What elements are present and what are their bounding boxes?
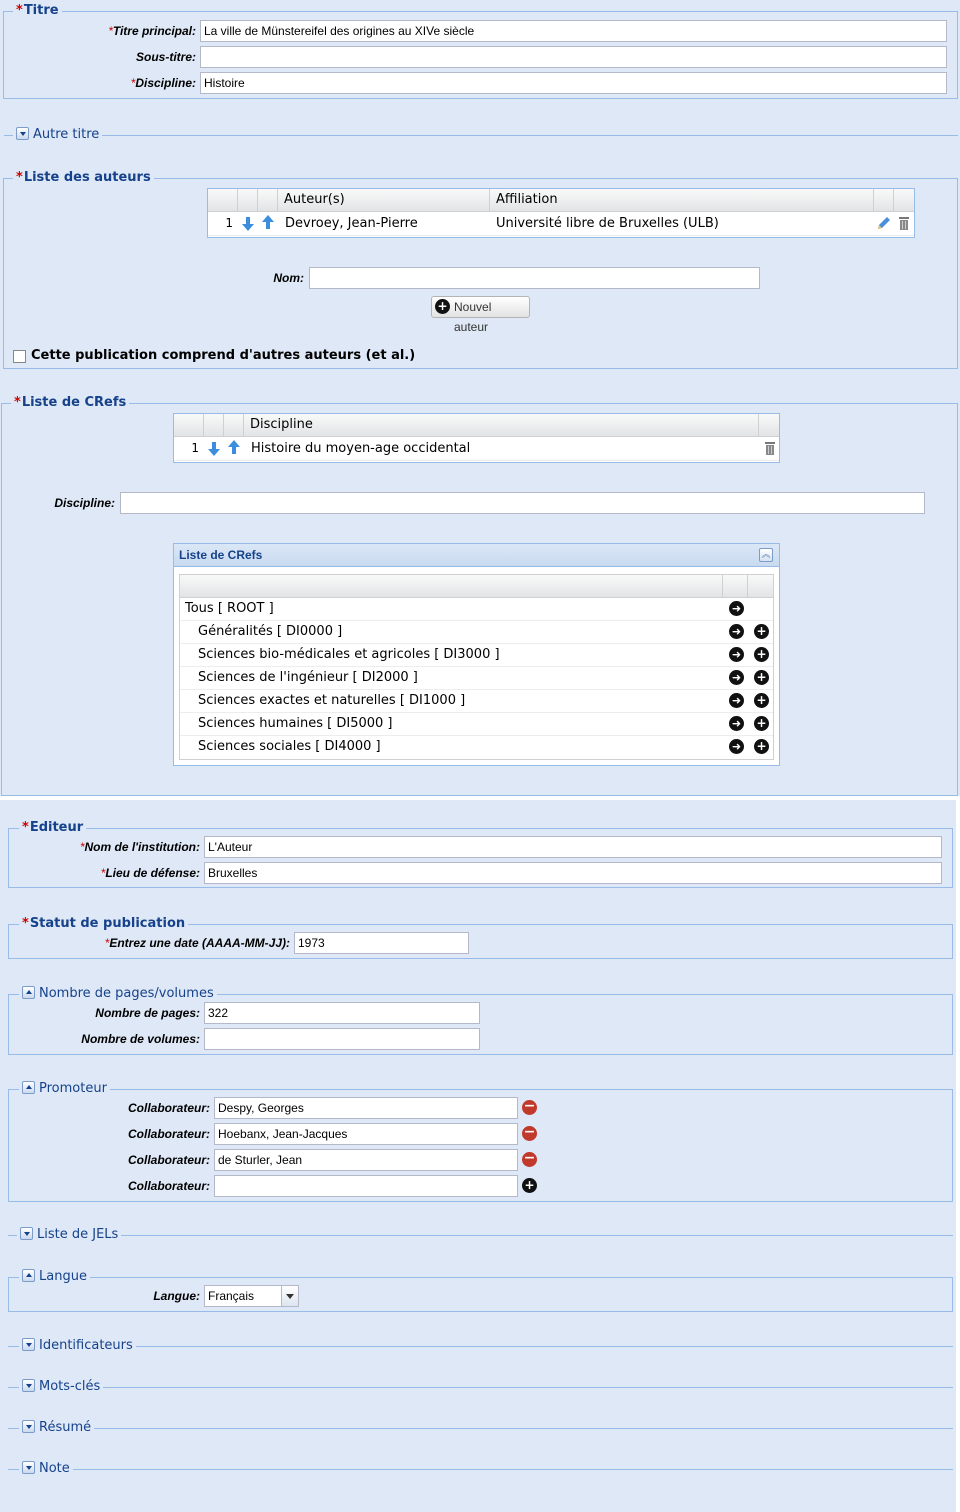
tree-item-di5000[interactable] bbox=[180, 713, 773, 736]
titre-legend: *Titre bbox=[13, 3, 62, 19]
collab-input[interactable]: de Sturler, Jean bbox=[214, 1149, 518, 1171]
expand-icon[interactable] bbox=[20, 1227, 33, 1240]
note-line bbox=[8, 1469, 953, 1470]
resume-toggle[interactable]: Résumé bbox=[19, 1420, 94, 1436]
nom-label: Nom: bbox=[273, 271, 304, 285]
date-label: *Entrez une date (AAAA-MM-JJ): bbox=[104, 936, 290, 950]
crefs-panel-header: Liste de CRefs bbox=[174, 544, 779, 567]
trash-icon[interactable] bbox=[763, 440, 777, 456]
collapse-icon[interactable] bbox=[22, 1081, 35, 1094]
collapse-icon[interactable] bbox=[22, 986, 35, 999]
langue-fieldset bbox=[8, 1277, 953, 1312]
collab-label: Collaborateur: bbox=[127, 1153, 210, 1167]
tree-item-label: Sciences humaines [ DI5000 ] bbox=[198, 716, 393, 731]
pages-toggle[interactable]: Nombre de pages/volumes bbox=[19, 986, 217, 1002]
col-down bbox=[238, 189, 258, 211]
add-icon[interactable]: + bbox=[754, 693, 769, 708]
add-icon[interactable]: + bbox=[754, 624, 769, 639]
navigate-icon[interactable]: ➜ bbox=[729, 716, 744, 731]
tree-item-di4000[interactable] bbox=[180, 736, 773, 759]
tree-item-di1000[interactable] bbox=[180, 690, 773, 713]
expand-icon[interactable] bbox=[16, 127, 29, 140]
collab-label: Collaborateur: bbox=[127, 1101, 210, 1115]
tree-item-label: Sciences de l'ingénieur [ DI2000 ] bbox=[198, 670, 418, 685]
mots-cles-toggle[interactable]: Mots-clés bbox=[19, 1379, 103, 1395]
identificateurs-toggle[interactable]: Identificateurs bbox=[19, 1338, 136, 1354]
table-row bbox=[174, 437, 779, 461]
langue-label: Langue: bbox=[153, 1289, 200, 1303]
crefs-grid bbox=[173, 413, 780, 463]
add-icon[interactable]: + bbox=[522, 1178, 537, 1193]
tree-col-sep bbox=[747, 575, 748, 597]
col-num bbox=[174, 414, 204, 436]
col-num bbox=[208, 189, 238, 211]
tree-col-sep bbox=[722, 575, 723, 597]
identificateurs-line bbox=[8, 1346, 953, 1347]
institution-input[interactable]: L'Auteur bbox=[204, 836, 942, 858]
cref-discipline: Histoire du moyen-age occidental bbox=[251, 441, 471, 456]
resume-line bbox=[8, 1428, 953, 1429]
titre-principal-label: *Titre principal: bbox=[108, 24, 196, 38]
collapse-icon[interactable] bbox=[22, 1269, 35, 1282]
langue-toggle[interactable]: Langue bbox=[19, 1269, 90, 1285]
remove-icon[interactable]: − bbox=[523, 1150, 536, 1166]
col-edit bbox=[874, 189, 894, 211]
edit-icon[interactable] bbox=[876, 215, 892, 231]
col-up bbox=[224, 414, 244, 436]
note-toggle[interactable]: Note bbox=[19, 1461, 73, 1477]
sous-titre-label: Sous-titre: bbox=[136, 50, 196, 64]
sous-titre-input[interactable] bbox=[200, 46, 947, 68]
et-al-label: Cette publication comprend d'autres auteurs (et al.) bbox=[31, 348, 416, 363]
crefs-grid-header bbox=[174, 414, 779, 437]
page-margin bbox=[956, 800, 960, 1512]
tree-item-di0000[interactable] bbox=[180, 621, 773, 644]
navigate-icon[interactable]: ➜ bbox=[729, 601, 744, 616]
date-input[interactable]: 1973 bbox=[294, 932, 469, 954]
tree-item-label: Généralités [ DI0000 ] bbox=[198, 624, 343, 639]
add-icon: + bbox=[435, 299, 450, 314]
collab-label: Collaborateur: bbox=[127, 1127, 210, 1141]
et-al-checkbox[interactable] bbox=[13, 350, 26, 363]
tree-item-label: Sciences sociales [ DI4000 ] bbox=[198, 739, 381, 754]
crefs-legend: *Liste de CRefs bbox=[11, 395, 129, 411]
editeur-legend: *Editeur bbox=[19, 820, 86, 836]
add-icon[interactable]: + bbox=[754, 647, 769, 662]
mots-cles-line bbox=[8, 1387, 953, 1388]
tree-item-label: Tous [ ROOT ] bbox=[185, 601, 274, 616]
tree-item-label: Sciences exactes et naturelles [ DI1000 ] bbox=[198, 693, 466, 708]
tree-item-di3000[interactable] bbox=[180, 644, 773, 667]
discipline-label: *Discipline: bbox=[130, 76, 196, 90]
col-up bbox=[258, 189, 278, 211]
chevron-down-icon[interactable] bbox=[281, 1286, 298, 1306]
navigate-icon[interactable]: ➜ bbox=[729, 647, 744, 662]
volumes-label: Nombre de volumes: bbox=[81, 1032, 200, 1046]
langue-select[interactable] bbox=[204, 1285, 299, 1307]
autre-titre-line bbox=[4, 135, 958, 136]
remove-icon[interactable]: − bbox=[523, 1098, 536, 1114]
discipline-input[interactable]: Histoire bbox=[200, 72, 947, 94]
nouvel-auteur-button[interactable]: + Nouvel auteur bbox=[431, 296, 530, 318]
tree-item-label: Sciences bio-médicales et agricoles [ DI3000 ] bbox=[198, 647, 500, 662]
col-discipline[interactable]: Discipline bbox=[244, 414, 759, 436]
navigate-icon[interactable]: ➜ bbox=[729, 693, 744, 708]
row-number: 1 bbox=[225, 216, 233, 230]
auteur-name: Devroey, Jean-Pierre bbox=[285, 216, 418, 231]
remove-icon[interactable]: − bbox=[523, 1124, 536, 1140]
tree-header bbox=[179, 574, 774, 598]
move-down-icon[interactable] bbox=[241, 216, 255, 232]
langue-value: Français bbox=[208, 1289, 255, 1303]
auteurs-legend: *Liste des auteurs bbox=[13, 170, 154, 186]
tree-item-di2000[interactable] bbox=[180, 667, 773, 690]
expand-icon[interactable] bbox=[22, 1379, 35, 1392]
collab-input[interactable]: Despy, Georges bbox=[214, 1097, 518, 1119]
trash-icon[interactable] bbox=[897, 215, 911, 231]
add-icon[interactable]: + bbox=[754, 670, 769, 685]
navigate-icon[interactable]: ➜ bbox=[729, 624, 744, 639]
tree-item-root[interactable] bbox=[180, 598, 773, 621]
promoteur-toggle[interactable]: Promoteur bbox=[19, 1081, 110, 1097]
table-row bbox=[208, 212, 914, 236]
col-down bbox=[204, 414, 224, 436]
expand-icon[interactable] bbox=[22, 1420, 35, 1433]
cref-discipline-input[interactable] bbox=[120, 492, 925, 514]
autre-titre-toggle[interactable]: Autre titre bbox=[13, 127, 102, 143]
move-up-icon[interactable] bbox=[261, 214, 275, 230]
move-down-icon[interactable] bbox=[207, 441, 221, 457]
chevron-shape bbox=[286, 1294, 294, 1299]
collapse-panel-icon[interactable]: ︽ bbox=[759, 548, 773, 562]
cref-discipline-label: Discipline: bbox=[54, 496, 115, 510]
collab-label: Collaborateur: bbox=[127, 1179, 210, 1193]
lieu-label: *Lieu de défense: bbox=[100, 866, 200, 880]
move-up-icon[interactable] bbox=[227, 439, 241, 455]
col-affiliation[interactable]: Affiliation bbox=[490, 189, 874, 211]
expand-icon[interactable] bbox=[22, 1461, 35, 1474]
add-icon[interactable]: + bbox=[754, 739, 769, 754]
pages-label: Nombre de pages: bbox=[95, 1006, 200, 1020]
col-auteurs[interactable]: Auteur(s) bbox=[278, 189, 490, 211]
navigate-icon[interactable]: ➜ bbox=[729, 739, 744, 754]
navigate-icon[interactable]: ➜ bbox=[729, 670, 744, 685]
row-number: 1 bbox=[191, 441, 199, 455]
pages-input[interactable]: 322 bbox=[204, 1002, 480, 1024]
statut-legend: *Statut de publication bbox=[19, 916, 188, 932]
institution-label: *Nom de l'institution: bbox=[79, 840, 200, 854]
add-icon[interactable]: + bbox=[754, 716, 769, 731]
page-gap bbox=[0, 796, 960, 800]
nom-input[interactable] bbox=[309, 267, 760, 289]
expand-icon[interactable] bbox=[22, 1338, 35, 1351]
jels-toggle[interactable]: Liste de JELs bbox=[17, 1227, 121, 1243]
collab-input[interactable] bbox=[214, 1175, 518, 1197]
lieu-input[interactable]: Bruxelles bbox=[204, 862, 942, 884]
auteur-affiliation: Université libre de Bruxelles (ULB) bbox=[496, 216, 719, 231]
crefs-tree-panel bbox=[173, 543, 780, 766]
auteurs-grid bbox=[207, 188, 915, 238]
volumes-input[interactable] bbox=[204, 1028, 480, 1050]
jels-line bbox=[8, 1235, 953, 1236]
titre-principal-input[interactable]: La ville de Münstereifel des origines au XIVe siècle bbox=[200, 20, 947, 42]
collab-input[interactable]: Hoebanx, Jean-Jacques bbox=[214, 1123, 518, 1145]
auteurs-grid-header bbox=[208, 189, 914, 212]
